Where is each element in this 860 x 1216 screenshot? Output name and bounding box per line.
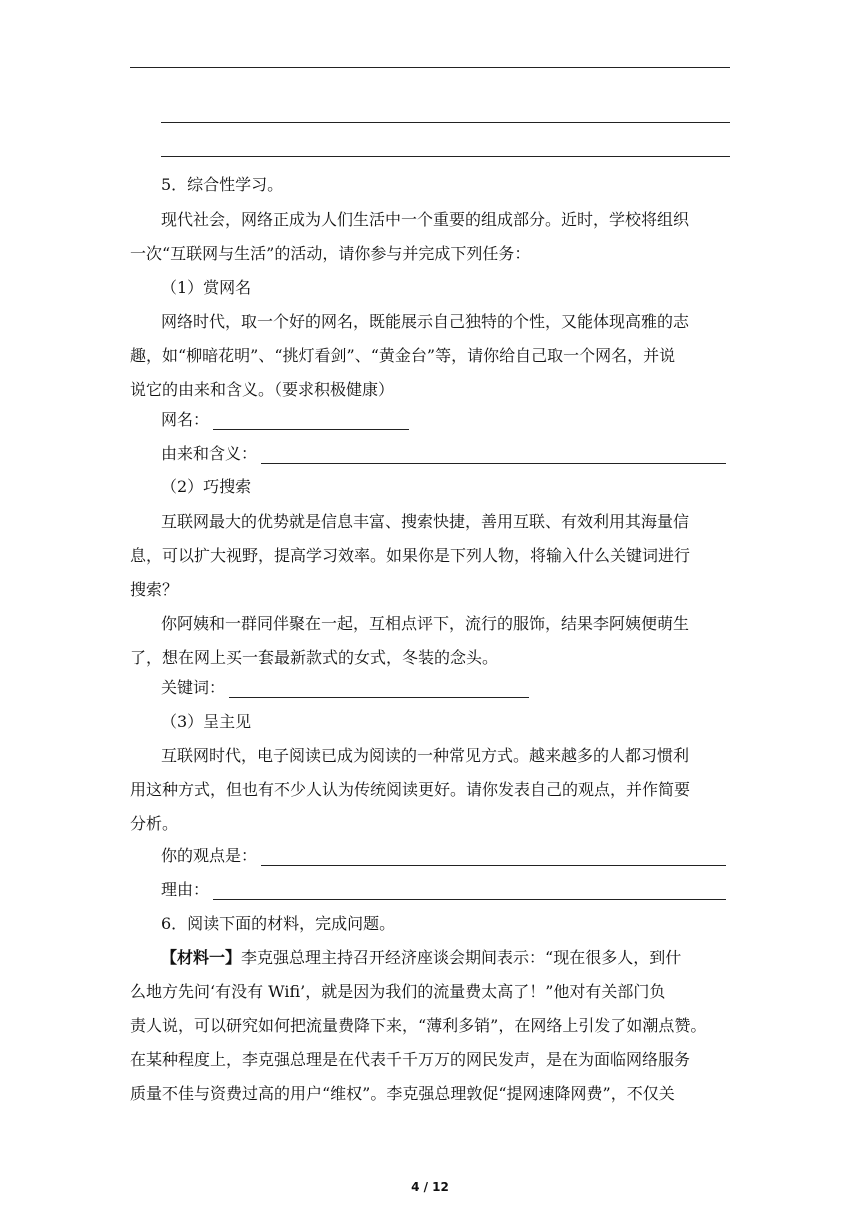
paragraph-line: 趣，如“柳暗花明”、“挑灯看剑”、“黄金台”等，请你给自己取一个网名，并说	[130, 346, 676, 365]
paragraph-line: 用这种方式，但也有不少人认为传统阅读更好。请你发表自己的观点，并作简要	[130, 780, 691, 799]
paragraph-line: 搜索？	[130, 580, 179, 599]
paragraph-line: 互联网时代，电子阅读已成为阅读的一种常见方式。越来越多的人都习惯利	[161, 746, 690, 765]
paragraph-line: 说它的由来和含义。（要求积极健康）	[130, 380, 395, 399]
task-1-title: （1）赏网名	[161, 278, 252, 297]
origin-meaning-label: 由来和含义：	[161, 444, 258, 463]
keyword-blank[interactable]	[229, 680, 529, 698]
question-5-heading: 5．综合性学习。	[161, 175, 284, 194]
paragraph-line: 在某种程度上，李克强总理是在代表千千万万的网民发声，是在为面临网络服务	[130, 1050, 691, 1069]
paragraph-line: 责人说，可以研究如何把流量费降下来，“薄利多销”，在网络上引发了如潮点赞。	[130, 1016, 707, 1035]
reason-field[interactable]	[161, 880, 726, 900]
material-1-label: 【材料一】	[161, 948, 242, 967]
origin-meaning-blank[interactable]	[261, 446, 726, 464]
reason-label: 理由：	[161, 880, 210, 899]
viewpoint-blank[interactable]	[261, 848, 726, 866]
paragraph-line: 一次“互联网与生活”的活动，请你参与并完成下列任务：	[130, 244, 531, 263]
keyword-field[interactable]	[161, 678, 529, 698]
net-name-label: 网名：	[161, 410, 210, 429]
paragraph-line: 网络时代，取一个好的网名，既能展示自己独特的个性，又能体现高雅的志	[161, 312, 690, 331]
net-name-field[interactable]	[161, 410, 409, 430]
answer-line	[161, 122, 730, 123]
paragraph-line: 质量不佳与资费过高的用户“维权”。李克强总理敦促“提网速降网费”，不仅关	[130, 1084, 675, 1103]
task-3-title: （3）呈主见	[161, 712, 252, 731]
material-1-text: 李克强总理主持召开经济座谈会期间表示：“现在很多人，到什	[241, 948, 682, 967]
reason-blank[interactable]	[213, 882, 726, 900]
page-number: 4 / 12	[411, 1180, 449, 1194]
keyword-label: 关键词：	[161, 678, 226, 697]
question-6-heading: 6．阅读下面的材料，完成问题。	[161, 914, 396, 933]
paragraph-line: 么地方先问‘有没有 Wifi’，就是因为我们的流量费太高了！”他对有关部门负	[130, 982, 666, 1001]
answer-line	[161, 156, 730, 157]
paragraph-line	[161, 948, 681, 968]
origin-meaning-field[interactable]	[161, 444, 726, 464]
paragraph-line: 现代社会，网络正成为人们生活中一个重要的组成部分。近时，学校将组织	[161, 210, 690, 229]
paragraph-line: 了，想在网上买一套最新款式的女式，冬装的念头。	[130, 648, 499, 667]
viewpoint-field[interactable]	[161, 846, 726, 866]
paragraph-line: 互联网最大的优势就是信息丰富、搜索快捷，善用互联、有效利用其海量信	[161, 512, 690, 531]
paragraph-line: 息，可以扩大视野，提高学习效率。如果你是下列人物，将输入什么关键词进行	[130, 546, 691, 565]
paragraph-line: 你阿姨和一群同伴聚在一起，互相点评下，流行的服饰，结果李阿姨便萌生	[161, 614, 690, 633]
net-name-blank[interactable]	[213, 412, 409, 430]
viewpoint-label: 你的观点是：	[161, 846, 258, 865]
header-rule	[130, 67, 730, 68]
task-2-title: （2）巧搜索	[161, 477, 252, 496]
paragraph-line: 分析。	[130, 814, 179, 833]
